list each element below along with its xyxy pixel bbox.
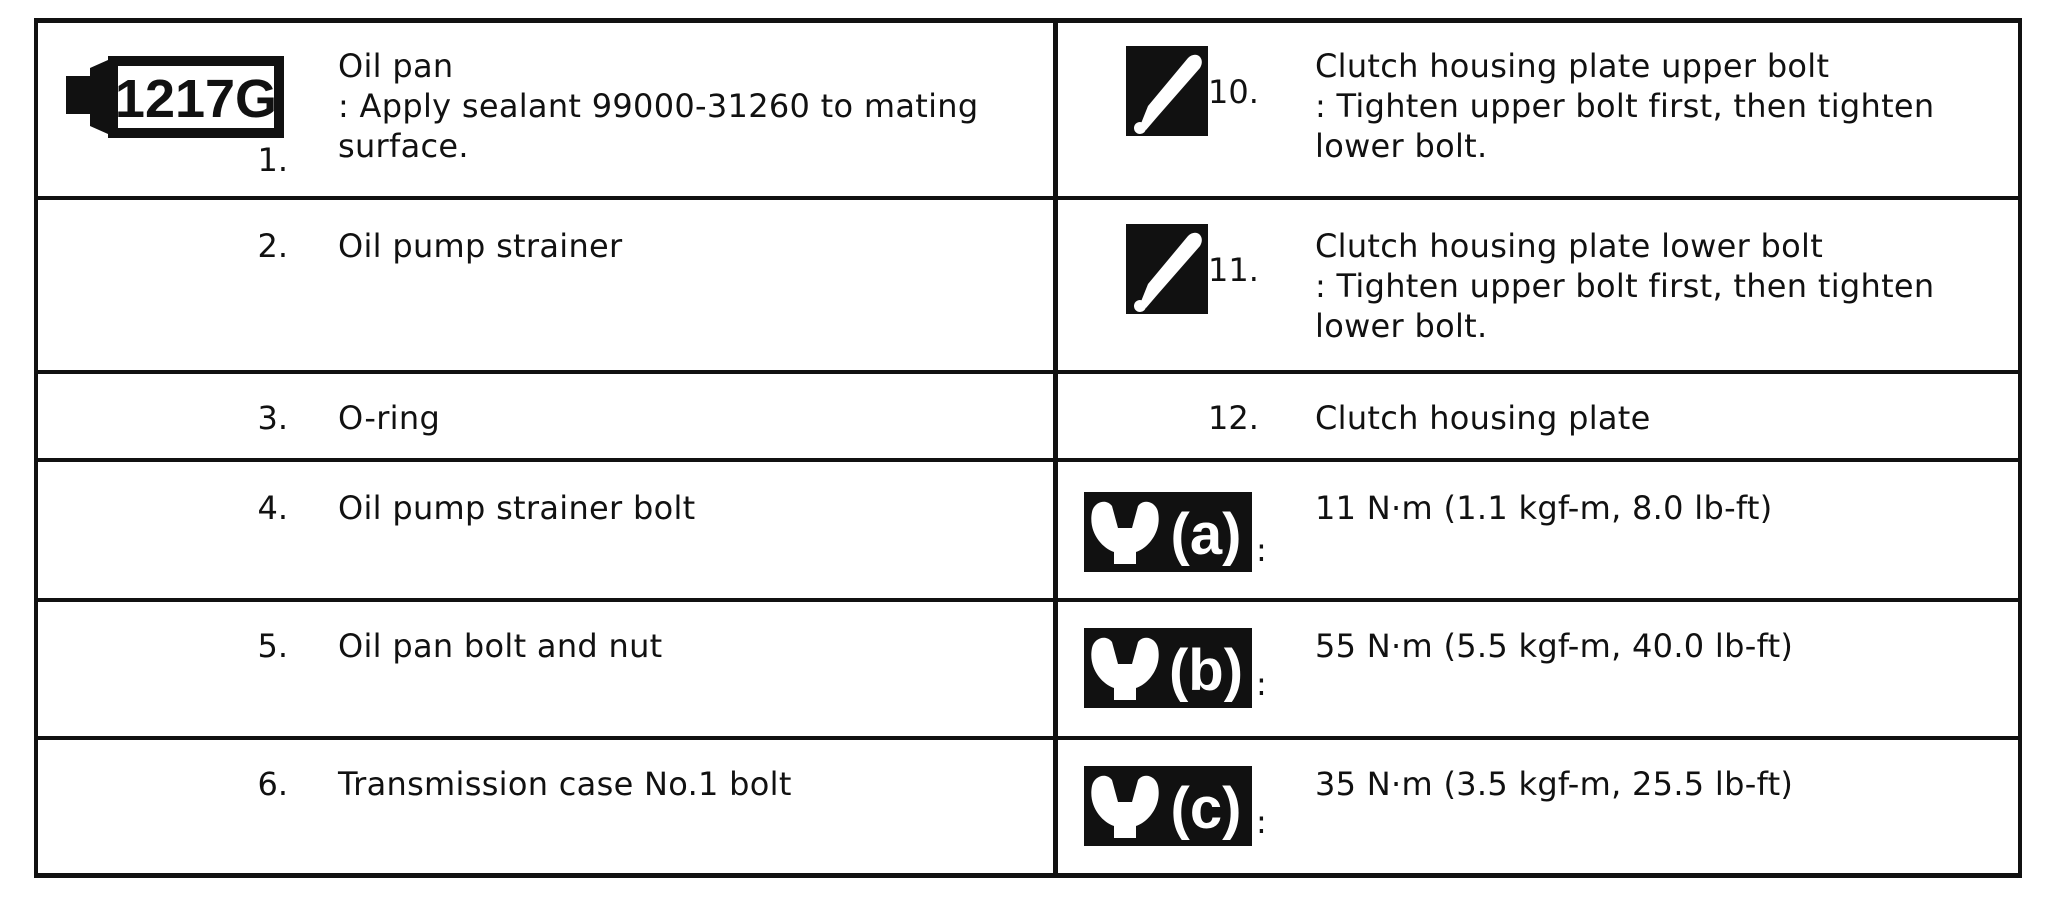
- item-text: lower bolt.: [1315, 307, 1488, 345]
- item-number: 10.: [1208, 73, 1259, 111]
- item-text: Transmission case No.1 bolt: [338, 765, 792, 803]
- torque-letter: (b): [1168, 638, 1244, 703]
- wrench-torque-icon: [1084, 628, 1252, 708]
- torque-value: 35 N·m (3.5 kgf-m, 25.5 lb-ft): [1315, 765, 1794, 803]
- item-number: 1.: [257, 141, 288, 179]
- item-number: 12.: [1208, 399, 1259, 437]
- row-divider: [34, 458, 2022, 462]
- item-text: surface.: [338, 127, 469, 165]
- item-text: Clutch housing plate: [1315, 399, 1651, 437]
- torque-value: 11 N·m (1.1 kgf-m, 8.0 lb-ft): [1315, 489, 1773, 527]
- sealant-code: 1217G: [114, 69, 278, 129]
- item-text: Oil pump strainer bolt: [338, 489, 696, 527]
- item-number: 5.: [257, 627, 288, 665]
- row-divider: [34, 598, 2022, 602]
- item-text: Oil pan: [338, 47, 454, 85]
- torque-letter: (a): [1170, 502, 1242, 567]
- item-number: 11.: [1208, 251, 1259, 289]
- parts-table: [34, 18, 2022, 878]
- torque-value: 55 N·m (5.5 kgf-m, 40.0 lb-ft): [1315, 627, 1794, 665]
- item-text: O-ring: [338, 399, 441, 437]
- item-text: : Tighten upper bolt first, then tighten: [1315, 267, 1935, 305]
- symbol-colon: :: [1256, 531, 1268, 569]
- item-number: 4.: [257, 489, 288, 527]
- wrench-torque-icon: [1084, 492, 1252, 572]
- wrench-torque-icon: [1084, 766, 1252, 846]
- row-divider: [34, 736, 2022, 740]
- row-divider: [34, 196, 2022, 200]
- symbol-colon: :: [1256, 665, 1268, 703]
- symbol-colon: :: [1256, 803, 1268, 841]
- spray-oil-icon: [1126, 224, 1208, 314]
- torque-letter: (c): [1170, 776, 1242, 841]
- item-number: 6.: [257, 765, 288, 803]
- sealant-tube-icon: [66, 54, 288, 140]
- item-text: : Apply sealant 99000-31260 to mating: [338, 87, 979, 125]
- column-divider: [1053, 18, 1058, 878]
- item-text: Oil pump strainer: [338, 227, 623, 265]
- row-divider: [34, 370, 2022, 374]
- item-number: 3.: [257, 399, 288, 437]
- item-text: Clutch housing plate upper bolt: [1315, 47, 1830, 85]
- spray-oil-icon: [1126, 46, 1208, 136]
- item-number: 2.: [257, 227, 288, 265]
- item-text: : Tighten upper bolt first, then tighten: [1315, 87, 1935, 125]
- item-text: Clutch housing plate lower bolt: [1315, 227, 1824, 265]
- item-text: Oil pan bolt and nut: [338, 627, 663, 665]
- item-text: lower bolt.: [1315, 127, 1488, 165]
